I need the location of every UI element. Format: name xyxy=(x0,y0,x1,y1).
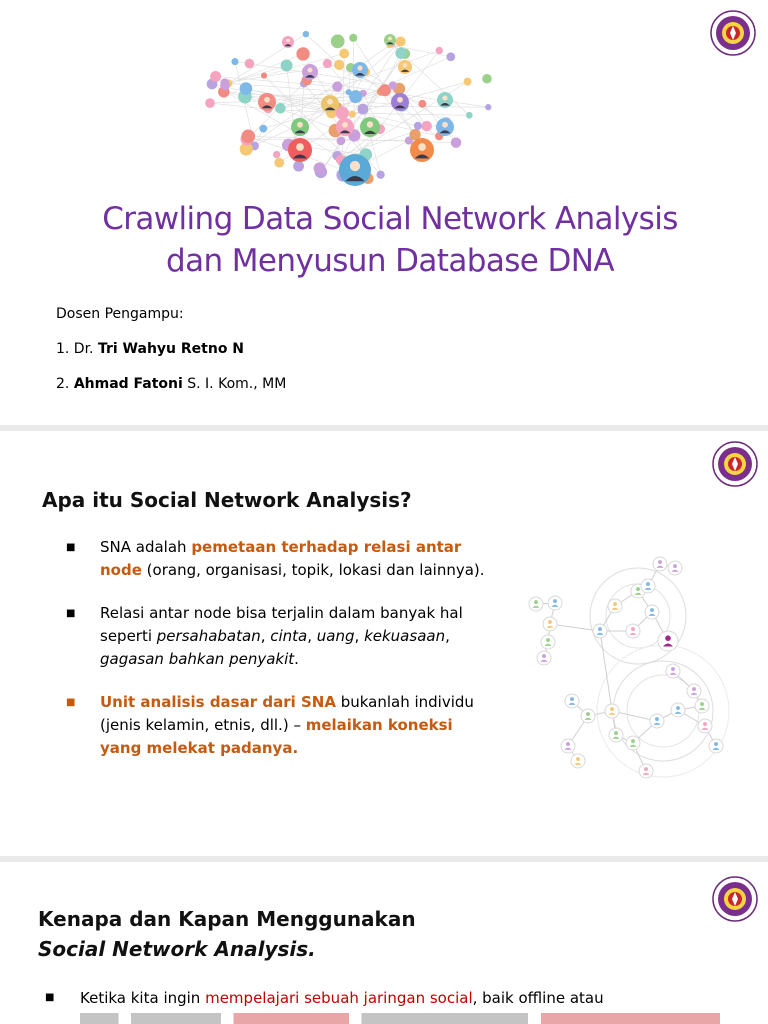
person-node-head xyxy=(576,757,580,761)
person-node-head xyxy=(566,742,570,746)
network-edge xyxy=(353,38,354,136)
person-node-icon xyxy=(695,699,709,713)
lecturer-item xyxy=(56,339,286,374)
network-node xyxy=(349,34,357,42)
person-avatar-icon xyxy=(336,118,354,136)
person-node-icon xyxy=(605,704,619,718)
network-node xyxy=(281,60,293,72)
title-line-2: dan Menyusun Database DNA xyxy=(166,243,614,279)
person-node-head xyxy=(534,600,538,604)
person-node-head xyxy=(665,635,671,641)
person-avatar-icon xyxy=(302,64,318,80)
network-node xyxy=(332,81,342,91)
person-node-head xyxy=(714,742,718,746)
lecturer-item xyxy=(56,374,286,409)
person-node-icon xyxy=(581,709,595,723)
university-logo xyxy=(710,10,756,56)
network-node xyxy=(220,78,229,87)
person-node-head xyxy=(644,767,648,771)
slide-heading xyxy=(38,904,416,964)
cut-off-text-line xyxy=(80,1013,720,1024)
person-node-icon xyxy=(658,631,678,651)
network-node xyxy=(296,47,309,60)
text-run: Ketika kita ingin xyxy=(80,989,206,1007)
text-run: mempelajari sebuah jaringan social xyxy=(205,989,473,1007)
network-node xyxy=(240,82,253,95)
network-node xyxy=(261,72,267,78)
person-node-head xyxy=(546,638,550,642)
text-run: Relasi antar node bisa terjalin dalam banyak hal seperti xyxy=(100,604,463,645)
network-node xyxy=(231,58,238,65)
network-node xyxy=(422,121,432,131)
lecturer-prefix: 1. Dr. xyxy=(56,341,98,357)
person-node-head xyxy=(631,739,635,743)
bullet-text xyxy=(45,986,745,1010)
university-seal-icon xyxy=(710,10,756,56)
text-run: uang xyxy=(316,627,355,645)
person-avatar-icon xyxy=(258,93,276,111)
network-node xyxy=(446,52,455,61)
text-run: Unit analisis dasar dari SNA xyxy=(100,693,336,711)
person-avatar-icon xyxy=(291,118,309,136)
person-node-icon xyxy=(571,754,585,768)
bullet-item xyxy=(66,602,486,671)
network-node xyxy=(205,98,215,108)
network-node xyxy=(293,161,304,172)
network-node xyxy=(389,81,397,89)
network-node xyxy=(349,111,356,118)
bullet-text xyxy=(100,536,486,582)
person-avatar-icon xyxy=(352,62,368,78)
text-run: . xyxy=(294,650,299,668)
bullet-marker-icon: ■ xyxy=(66,697,76,708)
network-node xyxy=(303,31,309,37)
person-node-head xyxy=(631,627,635,631)
person-node-head xyxy=(570,697,574,701)
bullet-marker-icon: ■ xyxy=(66,608,76,619)
network-node xyxy=(259,125,267,133)
network-node xyxy=(482,74,492,84)
person-node-head xyxy=(610,707,614,711)
presentation-title xyxy=(20,198,760,282)
person-node-icon xyxy=(626,736,640,750)
person-avatar-icon xyxy=(398,60,412,74)
person-node-head xyxy=(542,654,546,658)
bullet-marker-icon: ■ xyxy=(66,542,76,553)
person-node-icon xyxy=(687,684,701,698)
heading-line-2: Social Network Analysis. xyxy=(38,937,316,961)
person-node-head xyxy=(692,687,696,691)
person-node-head xyxy=(673,564,677,568)
person-node-head xyxy=(586,712,590,716)
person-avatar-icon xyxy=(339,154,371,186)
bullet-item xyxy=(66,536,486,582)
person-node-head xyxy=(671,667,675,671)
person-avatar-icon xyxy=(288,138,312,162)
network-node xyxy=(339,49,349,59)
person-node-head xyxy=(598,627,602,631)
text-run: bukanlah individu (jenis kelamin, etnis, dll.) – xyxy=(100,693,474,734)
text-run: cinta xyxy=(270,627,308,645)
text-run: melaikan koneksi yang melekat padanya. xyxy=(100,716,453,757)
bullet-text xyxy=(100,602,486,671)
slide-heading: Apa itu Social Network Analysis? xyxy=(42,488,412,512)
network-node xyxy=(323,59,332,68)
person-node-icon xyxy=(650,714,664,728)
network-node xyxy=(485,104,491,110)
network-node xyxy=(241,129,255,143)
person-avatar-icon xyxy=(282,36,294,48)
person-avatar-icon xyxy=(410,138,434,162)
text-run: , xyxy=(307,627,317,645)
person-node-head xyxy=(553,599,557,603)
person-node-head xyxy=(700,702,704,706)
network-edge xyxy=(550,624,600,631)
text-run: kekuasaan xyxy=(364,627,446,645)
network-node xyxy=(414,122,422,130)
person-node-head xyxy=(676,706,680,710)
network-node xyxy=(464,78,472,86)
text-run: pemetaan terhadap relasi antar node xyxy=(100,538,462,579)
bullet-marker-icon: ■ xyxy=(45,992,55,1003)
network-node xyxy=(314,162,326,174)
person-avatar-icon xyxy=(384,34,396,46)
network-node xyxy=(274,158,284,168)
text-run: SNA adalah xyxy=(100,538,192,556)
network-node xyxy=(273,151,280,158)
text-run: , xyxy=(445,627,450,645)
network-node xyxy=(357,104,368,115)
social-network-illustration xyxy=(200,22,510,192)
person-node-head xyxy=(658,560,662,564)
person-node-icon xyxy=(671,703,685,717)
text-run: , xyxy=(354,627,365,645)
network-node xyxy=(395,47,406,58)
bullet-item xyxy=(66,691,486,760)
network-node xyxy=(377,171,385,179)
person-node-icon xyxy=(709,739,723,753)
lecturer-list xyxy=(56,304,286,409)
university-seal-icon xyxy=(712,876,758,922)
network-node xyxy=(418,100,426,108)
network-node xyxy=(337,136,346,145)
text-run: (orang, organisasi, topik, lokasi dan lainnya). xyxy=(141,561,485,579)
text-run: persahabatan xyxy=(156,627,261,645)
person-avatar-icon xyxy=(437,92,453,108)
lecturer-suffix: S. I. Kom., MM xyxy=(182,376,287,392)
person-avatar-icon xyxy=(360,117,380,137)
person-node-icon xyxy=(639,764,653,778)
network-node xyxy=(451,137,462,148)
slide-title xyxy=(0,0,768,425)
lecturer-name: Ahmad Fatoni xyxy=(73,376,183,392)
slide-what-is-sna xyxy=(0,431,768,856)
lecturer-name: Tri Wahyu Retno N xyxy=(97,341,245,357)
person-node-icon xyxy=(609,728,623,742)
network-node xyxy=(210,71,221,82)
network-diagram-illustration xyxy=(520,546,745,786)
person-node-head xyxy=(548,620,552,624)
person-node-head xyxy=(636,587,640,591)
network-node xyxy=(245,59,255,69)
university-seal-icon xyxy=(712,441,758,487)
person-node-icon xyxy=(561,739,575,753)
person-node-head xyxy=(655,717,659,721)
person-node-head xyxy=(646,582,650,586)
network-node xyxy=(349,90,362,103)
person-avatar-icon xyxy=(391,93,409,111)
university-logo xyxy=(712,441,758,487)
person-node-icon xyxy=(698,719,712,733)
person-node-head xyxy=(703,722,707,726)
person-node-head xyxy=(614,731,618,735)
network-node xyxy=(331,34,345,48)
bullet-item xyxy=(45,986,745,1010)
network-node xyxy=(275,103,286,114)
person-avatar-icon xyxy=(321,95,339,113)
person-node-head xyxy=(650,608,654,612)
network-node xyxy=(396,36,406,46)
bullet-list xyxy=(66,536,486,780)
bullet-text xyxy=(100,691,486,760)
title-line-1: Crawling Data Social Network Analysis xyxy=(102,201,678,237)
network-node xyxy=(466,112,473,119)
person-node-head xyxy=(613,602,617,606)
slide-why-when-sna xyxy=(0,862,768,1024)
heading-line-1: Kenapa dan Kapan Menggunakan xyxy=(38,907,416,931)
lecturer-label: Dosen Pengampu: xyxy=(56,306,184,322)
text-run: , xyxy=(260,627,271,645)
text-run: gagasan bahkan penyakit xyxy=(100,650,295,668)
person-node-icon xyxy=(565,694,579,708)
person-avatar-icon xyxy=(436,118,454,136)
university-logo xyxy=(712,876,758,922)
network-node xyxy=(436,47,443,54)
network-node xyxy=(334,60,344,70)
text-run: , baik offline atau xyxy=(472,989,604,1007)
lecturer-prefix: 2. xyxy=(56,376,74,392)
